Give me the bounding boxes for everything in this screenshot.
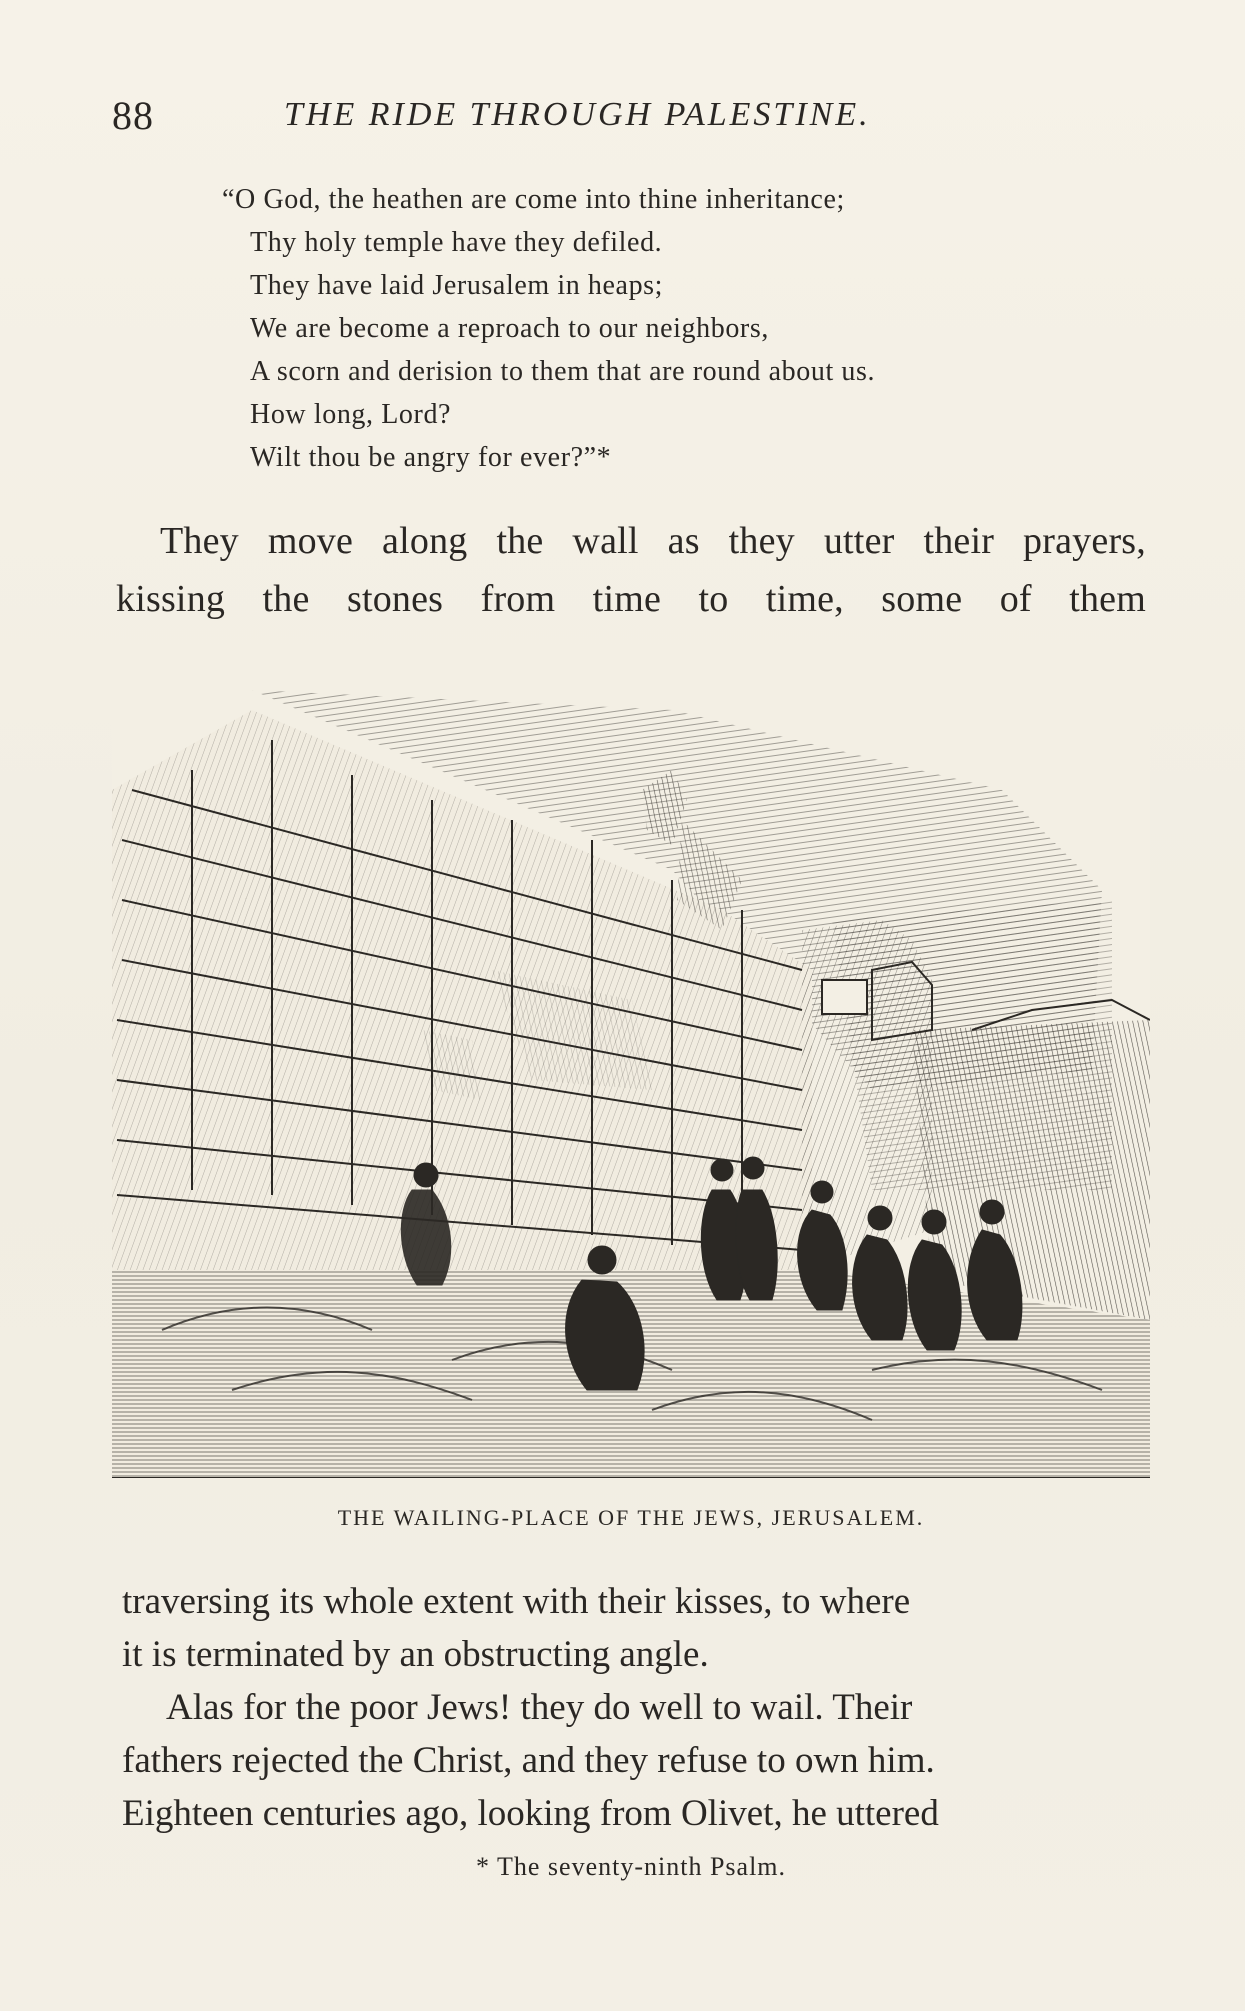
paragraph-line: kissing the stones from time to time, some of them	[116, 578, 1146, 620]
poem-line: Wilt thou be angry for ever?”*	[250, 442, 612, 473]
page-number: 88	[112, 93, 154, 138]
wailing-wall-engraving	[112, 670, 1150, 1478]
paragraph-line: fathers rejected the Christ, and they refuse to own him.	[122, 1740, 935, 1781]
page-header	[112, 92, 1112, 144]
body-paragraph-bottom	[122, 1575, 1152, 1840]
paragraph-line: it is terminated by an obstructing angle.	[122, 1634, 709, 1675]
poem-line: How long, Lord?	[250, 399, 452, 430]
footnote: * The seventy-ninth Psalm.	[475, 1852, 787, 1881]
illustration-caption: THE WAILING-PLACE OF THE JEWS, JERUSALEM.	[337, 1505, 925, 1530]
body-paragraph-top	[116, 512, 1146, 628]
paragraph-line: Eighteen centuries ago, looking from Olivet, he uttered	[122, 1793, 939, 1834]
poem-line: They have laid Jerusalem in heaps;	[250, 270, 664, 301]
paragraph-line: Alas for the poor Jews! they do well to wail. Their	[166, 1687, 913, 1728]
poem-line: A scorn and derision to them that are round about us.	[250, 356, 876, 387]
poem-line: We are become a reproach to our neighbors,	[250, 313, 769, 344]
poem-line: Thy holy temple have they defiled.	[250, 227, 663, 258]
paragraph-line: traversing its whole extent with their kisses, to where	[122, 1581, 911, 1622]
running-title: THE RIDE THROUGH PALESTINE.	[284, 96, 871, 133]
psalm-quotation	[222, 178, 1082, 479]
poem-line: “O God, the heathen are come into thine inheritance;	[222, 184, 845, 215]
paragraph-line: They move along the wall as they utter their prayers,	[160, 520, 1146, 562]
